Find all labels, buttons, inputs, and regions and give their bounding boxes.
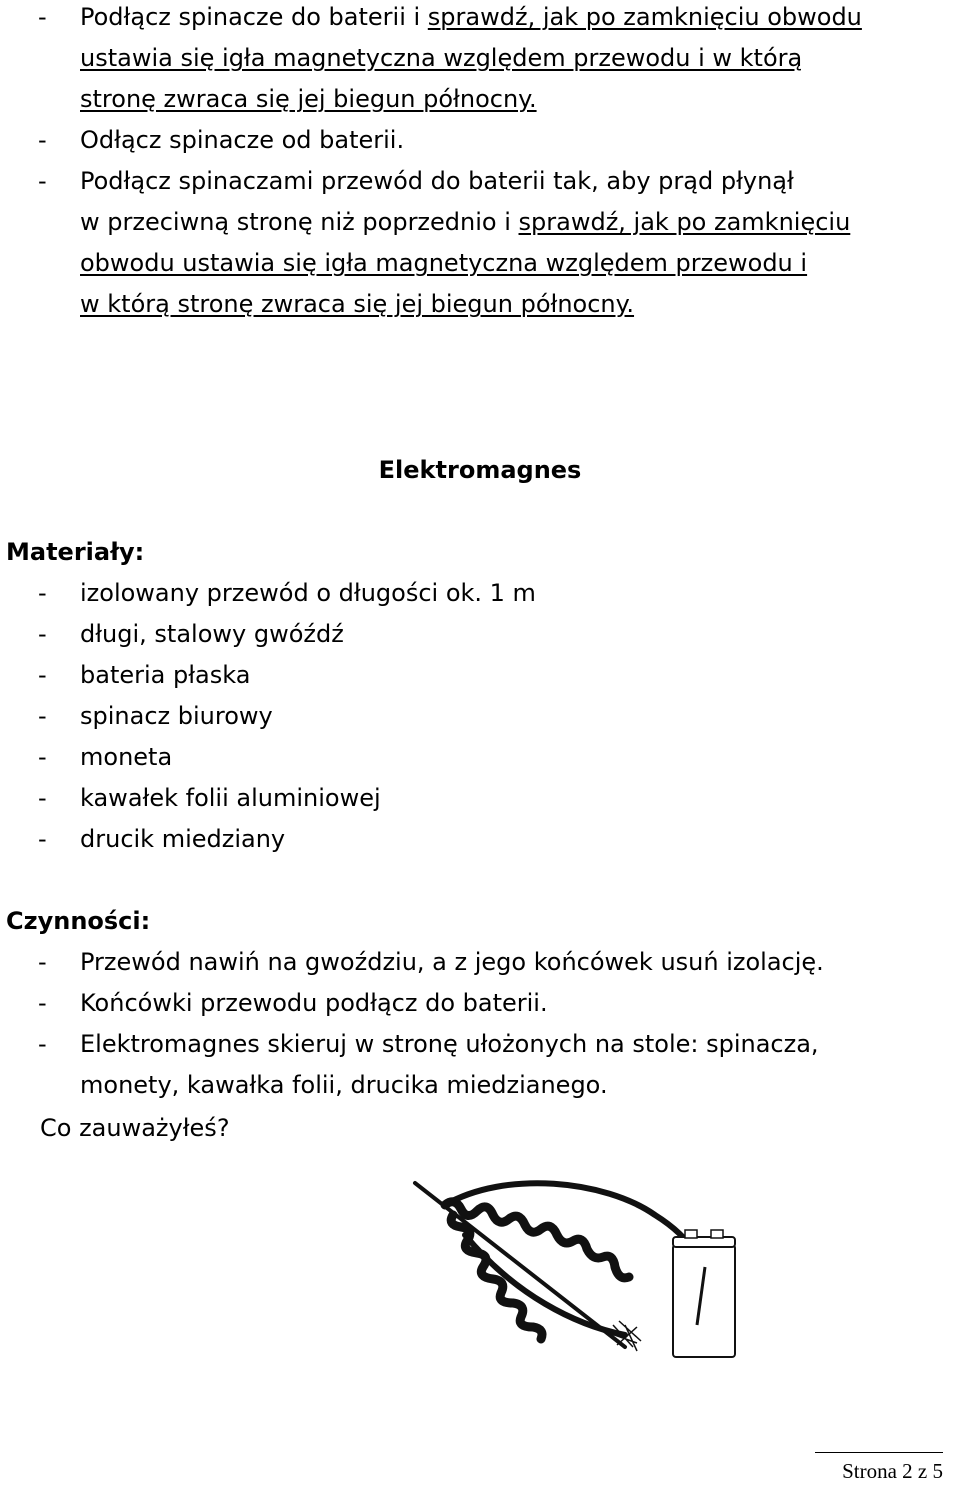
step-underlined-text: sprawdź, jak po zamknięciu obwodu [427, 3, 862, 31]
dash: - [38, 743, 47, 771]
step-underlined-text: stronę zwraca się jej biegun północny. [80, 85, 537, 113]
dash: - [38, 661, 47, 689]
activities-heading: Czynności: [6, 907, 151, 935]
step-underlined-text: w którą stronę zwraca się jej biegun północny. [80, 290, 635, 318]
section-title: Elektromagnes [378, 456, 582, 484]
material-text: bateria płaska [80, 661, 251, 689]
step-text: Podłącz spinaczami przewód do baterii tak, aby prąd płynął [80, 167, 794, 195]
dash: - [38, 989, 47, 1017]
dash: - [38, 3, 47, 31]
dash: - [38, 1030, 47, 1058]
material-text: spinacz biurowy [80, 702, 273, 730]
step-underlined-text: ustawia się igła magnetyczna względem przewodu i w którą [80, 44, 803, 72]
material-text: długi, stalowy gwóźdź [80, 620, 344, 648]
activity-text: Elektromagnes skieruj w stronę ułożonych na stole: spinacza, [80, 1030, 819, 1058]
step-underlined-text: sprawdź, jak po zamknięciu [518, 208, 851, 236]
material-text: moneta [80, 743, 173, 771]
question: Co zauważyłeś? [40, 1114, 230, 1142]
step-text: Podłącz spinacze do baterii i [80, 3, 428, 31]
wire-coil-icon [445, 1183, 705, 1339]
dash: - [38, 784, 47, 812]
footer-rule [815, 1452, 943, 1453]
activity-text: Końcówki przewodu podłącz do baterii. [80, 989, 548, 1017]
dash: - [38, 702, 47, 730]
material-text: kawałek folii aluminiowej [80, 784, 381, 812]
activity-text: Przewód nawiń na gwoździu, a z jego końcówek usuń izolację. [80, 948, 824, 976]
dash: - [38, 948, 47, 976]
dash: - [38, 825, 47, 853]
dash: - [38, 126, 47, 154]
dash: - [38, 167, 47, 195]
step-text: Odłącz spinacze od baterii. [80, 126, 405, 154]
electromagnet-illustration [405, 1175, 745, 1365]
step-underlined-text: obwodu ustawia się igła magnetyczna względem przewodu i [80, 249, 808, 277]
page-number: Strona 2 z 5 [842, 1459, 943, 1483]
material-text: drucik miedziany [80, 825, 286, 853]
step-text: w przeciwną stronę niż poprzednio i [80, 208, 519, 236]
dash: - [38, 579, 47, 607]
activity-text: monety, kawałka folii, drucika miedzianego. [80, 1071, 608, 1099]
battery-icon [673, 1230, 735, 1357]
materials-heading: Materiały: [6, 538, 145, 566]
dash: - [38, 620, 47, 648]
material-text: izolowany przewód o długości ok. 1 m [80, 579, 536, 607]
